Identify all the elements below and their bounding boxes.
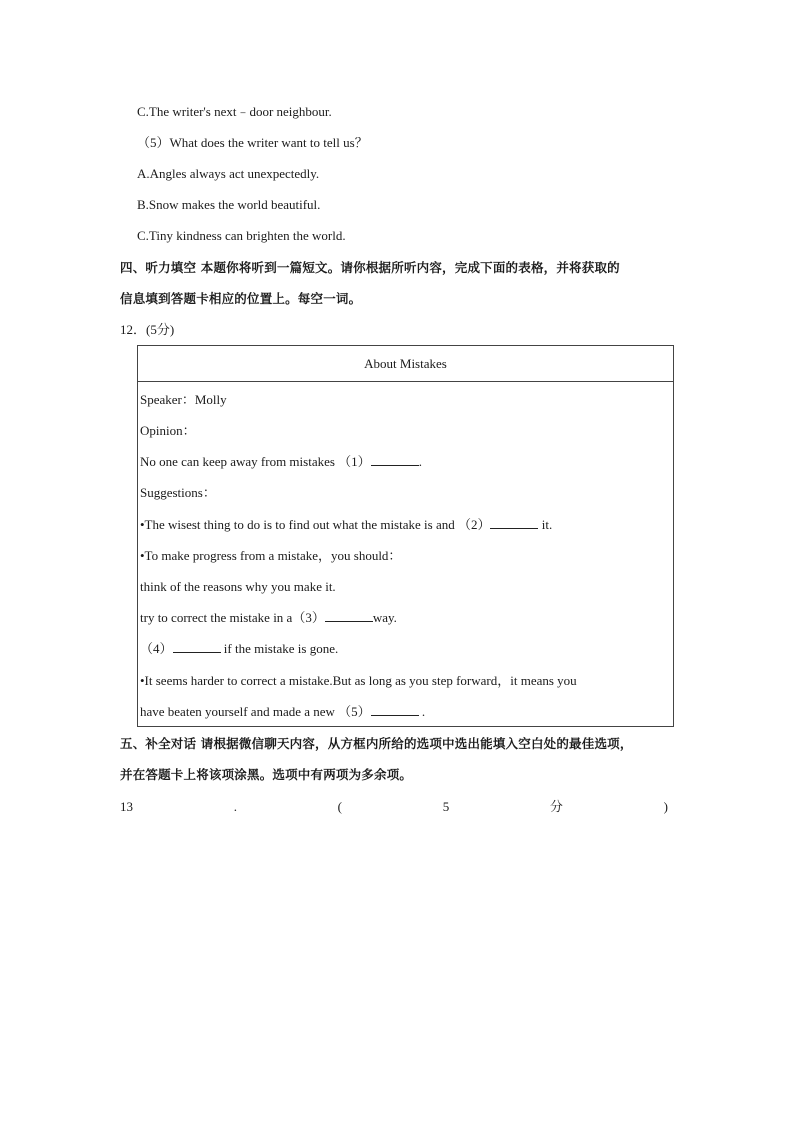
option-c: C.Tiny kindness can brighten the world. [137,228,346,243]
suggestion-2-item-3-end: if the mistake is gone. [223,641,339,656]
suggestion-2-item-2-end: way. [372,610,397,625]
suggestion-1-end: it. [541,517,553,532]
option-a: A.Angles always act unexpectedly. [137,166,320,181]
suggestion-2-item-3-start: （4） [140,641,173,656]
section4-instruction-line1: 四、听力填空 本题你将听到一篇短文。请你根据所听内容，完成下面的表格，并将获取的 [120,260,620,275]
blank-2[interactable] [490,517,538,529]
suggestion-2-item-3 [140,641,338,657]
suggestion-1 [140,517,552,533]
question-12-number: 12．(5分) [120,322,175,337]
suggestion-3-line2 [140,704,425,720]
opinion-text-start: No one can keep away from mistakes （1） [140,454,371,469]
suggestion-2-item-1: think of the reasons why you make it. [140,579,336,594]
suggestion-3-line1: •It seems harder to correct a mistake.But as long as you step forward，it means you [140,673,577,688]
blank-1[interactable] [371,454,419,466]
suggestion-2: •To make progress from a mistake，you should： [140,548,402,563]
blank-5[interactable] [371,704,419,716]
blank-3[interactable] [325,610,373,622]
speaker-line: Speaker：Molly [140,392,227,407]
question-13-number [120,799,668,815]
option-b: B.Snow makes the world beautiful. [137,197,321,212]
suggestion-3-line2-start: have beaten yourself and made a new （5） [140,704,371,719]
suggestion-2-item-2-start: try to correct the mistake in a（3） [140,610,325,625]
q13-part: 分 [549,799,563,814]
q13-part: ( [337,799,342,814]
suggestions-label: Suggestions： [140,485,216,500]
suggestion-3-line2-end: . [421,704,426,719]
question-5: （5）What does the writer want to tell us？ [137,135,368,150]
section5-instruction-line1: 五、补全对话 请根据微信聊天内容，从方框内所给的选项中选出能填入空白处的最佳选项， [120,736,633,751]
mistakes-table [137,345,674,727]
section5-instruction-line2: 并在答题卡上将该项涂黑。选项中有两项为多余项。 [120,767,413,782]
table-title: About Mistakes [138,346,673,382]
opinion-text [140,454,422,470]
option-c-neighbour: C.The writer's next﹣door neighbour. [137,104,332,119]
section4-instruction-line2: 信息填到答题卡相应的位置上。每空一词。 [120,291,362,306]
q13-part: 13 [120,799,133,814]
q13-part: ) [663,799,668,814]
q13-part: . [233,799,237,814]
blank-4[interactable] [173,641,221,653]
suggestion-2-item-2 [140,610,397,626]
q13-part: 5 [442,799,450,814]
suggestion-1-start: •The wisest thing to do is to find out what the mistake is and （2） [140,517,491,532]
opinion-text-end: . [418,454,422,469]
opinion-label: Opinion： [140,423,196,438]
